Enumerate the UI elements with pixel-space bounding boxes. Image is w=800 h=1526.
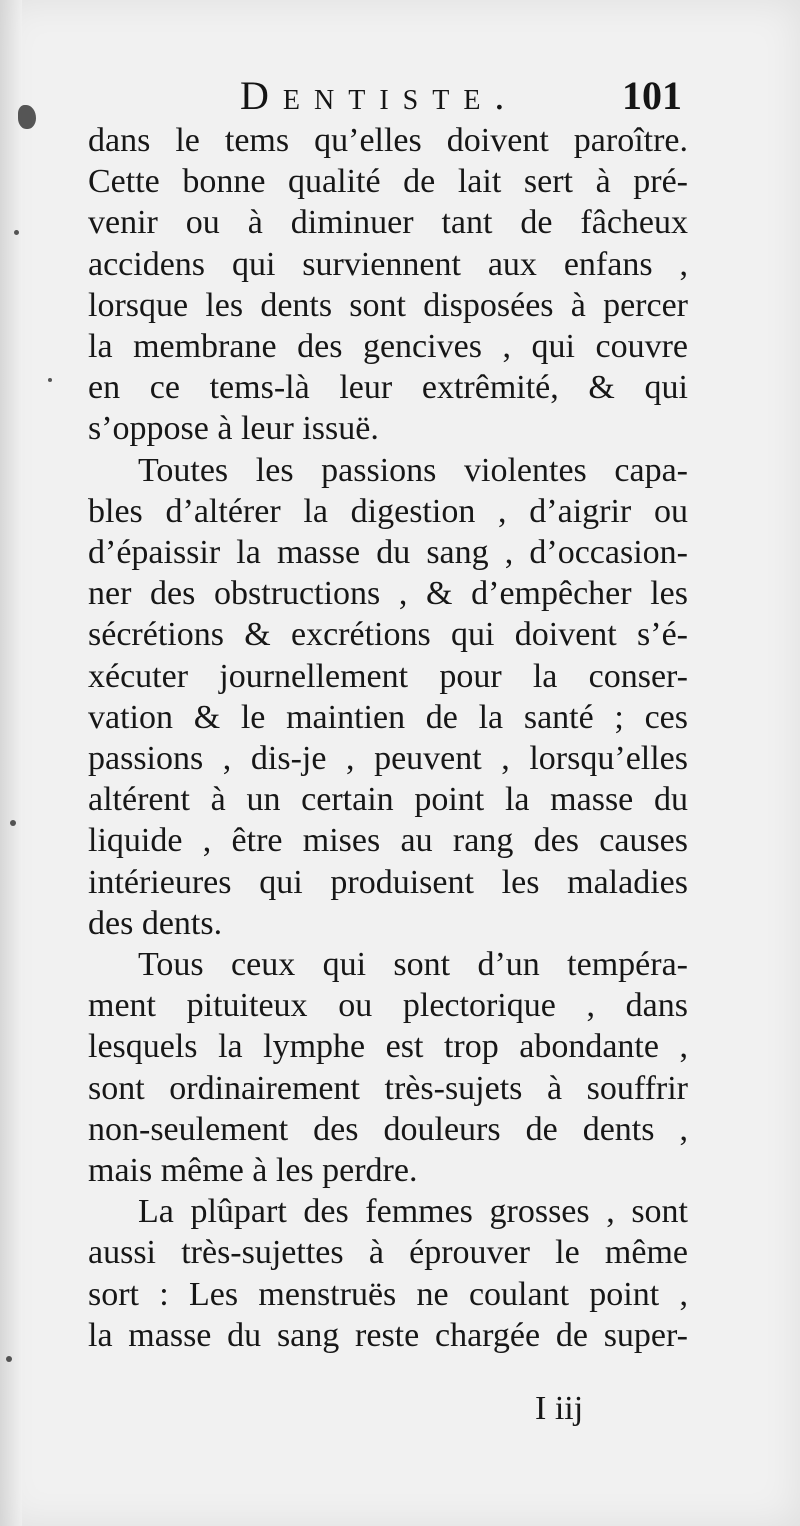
signature-mark: I iij <box>535 1390 584 1427</box>
text-line: lesquels la lymphe est trop abondante , <box>88 1028 688 1066</box>
text-line: non-seulement des douleurs de dents , <box>88 1110 688 1148</box>
text-line: intérieures qui produisent les maladies <box>88 863 688 901</box>
text-line: ment pituiteux ou plectorique , dans <box>88 987 688 1025</box>
text-line: la membrane des gencives , qui couvre <box>88 328 688 366</box>
page-edge-shadow <box>0 0 22 1526</box>
running-head: Dentiste. <box>240 73 519 118</box>
page-header <box>90 72 690 122</box>
text-line: mais même à les perdre. <box>88 1152 418 1190</box>
page-number: 101 <box>622 73 682 118</box>
text-line: liquide , être mises au rang des causes <box>88 822 688 860</box>
text-line: Toutes les passions violentes capa- <box>138 451 688 489</box>
text-line: sécrétions & excrétions qui doivent s’é- <box>88 616 688 654</box>
ink-spot <box>6 1356 12 1362</box>
text-line: vation & le maintien de la santé ; ces <box>88 698 688 736</box>
text-line: en ce tems-là leur extrêmité, & qui <box>88 369 688 407</box>
text-line: d’épaissir la masse du sang , d’occasion- <box>88 534 688 572</box>
text-line: ner des obstructions , & d’empêcher les <box>88 575 688 613</box>
ink-spot <box>48 378 52 382</box>
body-text <box>88 120 688 1356</box>
text-line: des dents. <box>88 904 223 942</box>
text-line: xécuter journellement pour la conser- <box>88 657 688 695</box>
text-line: altérent à un certain point la masse du <box>88 781 688 819</box>
text-line: Cette bonne qualité de lait sert à pré- <box>88 163 688 201</box>
text-line: aussi très-sujettes à éprouver le même <box>88 1234 688 1272</box>
ink-spot <box>14 230 19 235</box>
text-line: passions , dis-je , peuvent , lorsqu’elles <box>88 740 688 778</box>
ink-spot <box>10 820 16 826</box>
text-line: Tous ceux qui sont d’un tempéra- <box>138 946 688 984</box>
ink-spot <box>18 105 36 129</box>
text-line: bles d’altérer la digestion , d’aigrir ou <box>88 492 688 530</box>
text-line: la masse du sang reste chargée de super- <box>88 1316 688 1354</box>
text-line: accidens qui surviennent aux enfans , <box>88 245 688 283</box>
text-line: La plûpart des femmes grosses , sont <box>138 1193 688 1231</box>
text-line: dans le tems qu’elles doivent paroître. <box>88 122 688 159</box>
text-line: sont ordinairement très-sujets à souffrir <box>88 1069 688 1107</box>
text-line: lorsque les dents sont disposées à percer <box>88 286 688 324</box>
text-line: s’oppose à leur issuë. <box>88 410 379 448</box>
text-line: venir ou à diminuer tant de fâcheux <box>88 204 688 242</box>
text-line: sort : Les menstruës ne coulant point , <box>88 1275 688 1313</box>
